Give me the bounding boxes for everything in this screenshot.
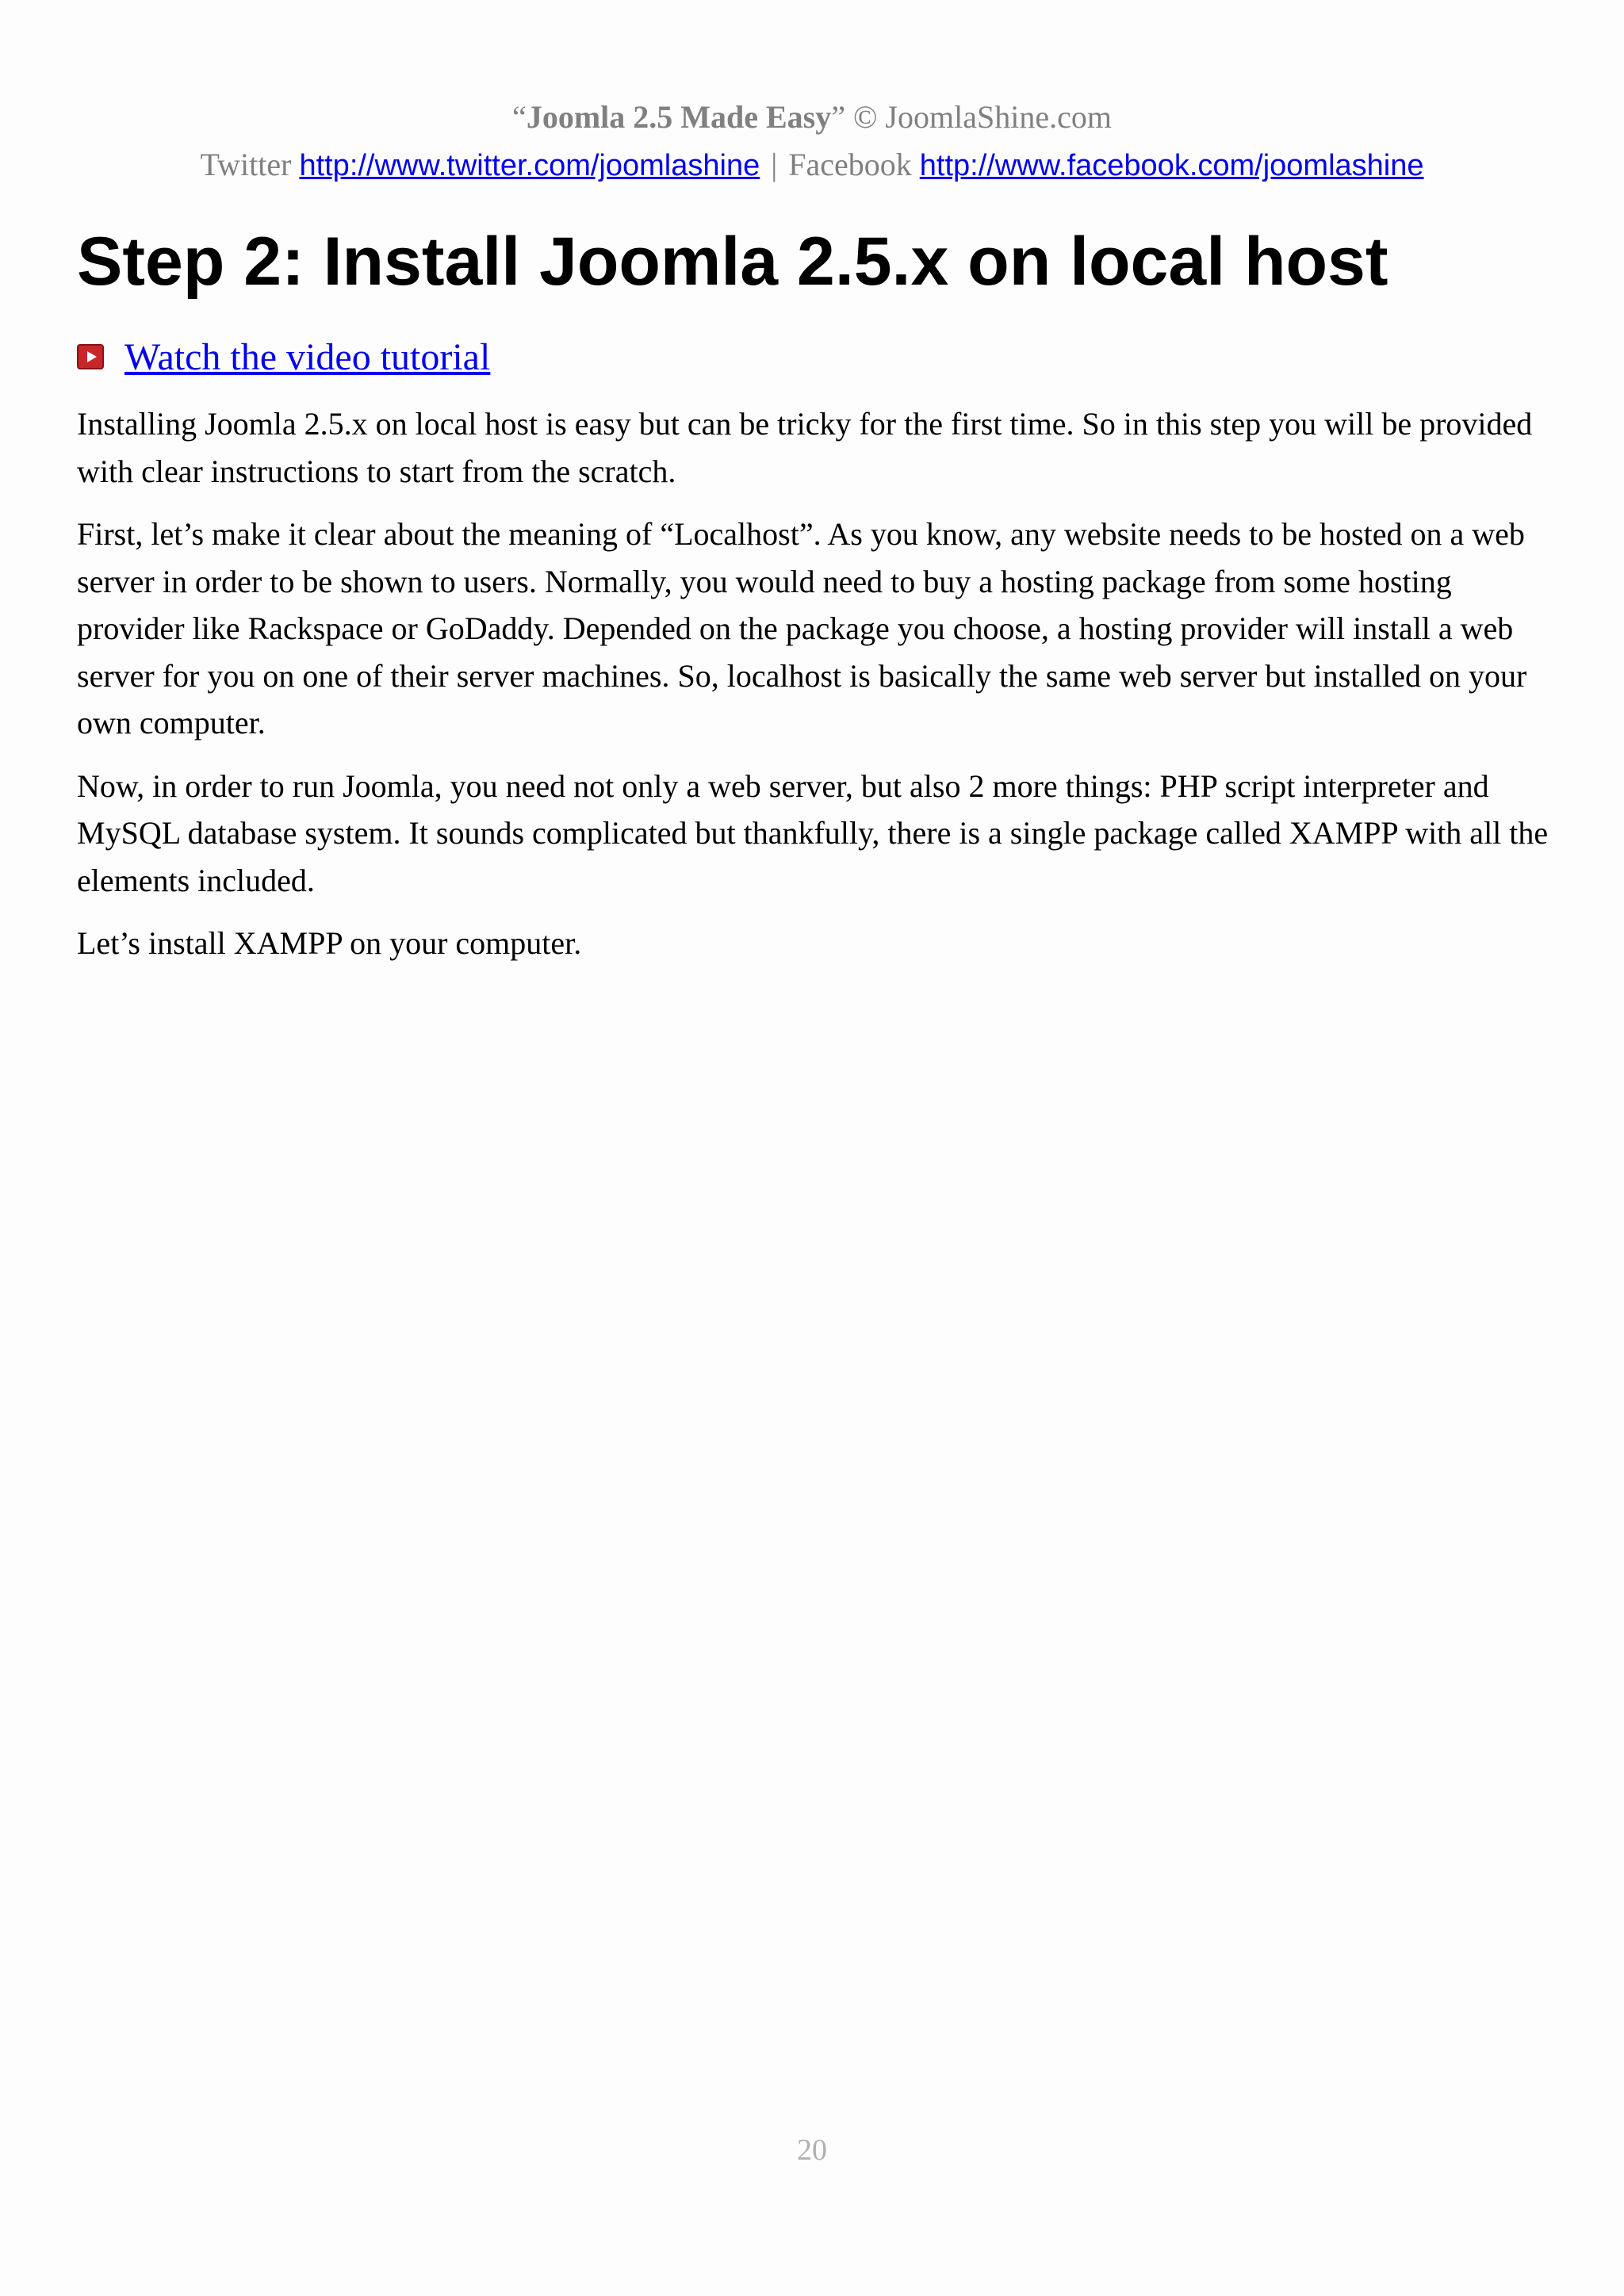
video-tutorial-link[interactable]: Watch the video tutorial [124, 335, 491, 378]
paragraph-intro: Installing Joomla 2.5.x on local host is easy but can be tricky for the first time. So in this step you will be provided with clear instructions to start from the scratch. [77, 406, 1533, 489]
header-title-line: “Joomla 2.5 Made Easy” © JoomlaShine.com [512, 99, 1112, 135]
copyright-text: © JoomlaShine.com [845, 99, 1112, 135]
facebook-link[interactable]: http://www.facebook.com/joomlashine [919, 149, 1424, 182]
facebook-label: Facebook [788, 147, 920, 182]
play-icon[interactable] [77, 344, 104, 369]
page-title: Step 2: Install Joomla 2.5.x on local host [77, 224, 1388, 300]
video-tutorial-row [77, 331, 490, 382]
header-separator: | [771, 147, 778, 182]
page-number: 20 [797, 2133, 827, 2167]
header-social-line [0, 141, 1624, 189]
paragraph-requirements: Now, in order to run Joomla, you need not only a web server, but also 2 more things: PHP script interpreter and MySQL database system. It sounds complicated but thankfully, there is a single package called XAMPP with all the elements included. [77, 767, 1549, 898]
paragraph-localhost: First, let’s make it clear about the meaning of “Localhost”. As you know, any website needs to be hosted on a web server in order to be shown to users. Normally, you would need to buy a hosting package from some hosting provider like Rackspace or GoDaddy. Depended on the package you choose, a hosting provider will install a web server for you on one of their server machines. So, localhost is basically the same web server but installed on your own computer. [77, 516, 1527, 740]
book-title: Joomla 2.5 Made Easy [526, 99, 832, 135]
twitter-label: Twitter [200, 147, 300, 182]
body-text [77, 400, 1552, 983]
paragraph-install-xampp: Let’s install XAMPP on your computer. [77, 925, 582, 961]
twitter-link[interactable]: http://www.twitter.com/joomlashine [299, 149, 760, 182]
page-header [0, 94, 1624, 189]
